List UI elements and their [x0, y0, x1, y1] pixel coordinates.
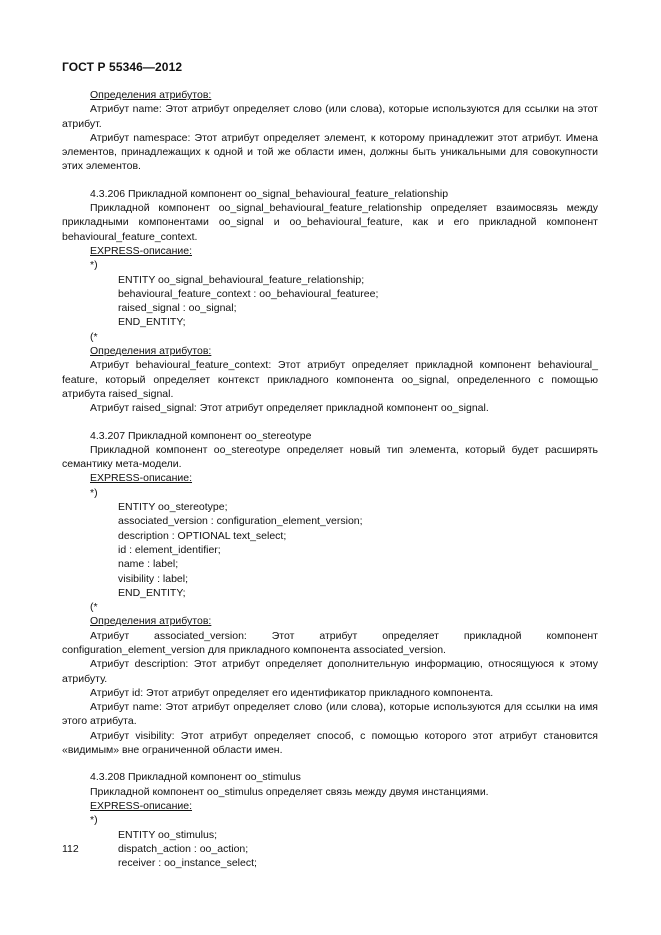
code-line: dispatch_action : oo_action;: [118, 842, 249, 855]
attr-def: Атрибут name: Этот атрибут определяет слово (или слова), которые используются для ссылки на этот атрибут.: [62, 103, 598, 130]
code-line: ENTITY oo_stimulus;: [118, 828, 218, 841]
express-label: EXPRESS-описание:: [90, 244, 193, 257]
express-open: *): [90, 259, 98, 272]
express-open: *): [90, 814, 98, 827]
section-heading: 4.3.206 Прикладной компонент oo_signal_behavioural_feature_relationship: [90, 187, 449, 200]
section-heading: 4.3.207 Прикладной компонент oo_stereotype: [90, 429, 312, 442]
code-line: id : element_identifier;: [118, 543, 221, 556]
attr-defs-label: Определения атрибутов:: [90, 345, 212, 358]
express-close: (*: [90, 601, 98, 614]
code-line: name : label;: [118, 558, 179, 571]
attr-def: Атрибут namespace: Этот атрибут определяет элемент, к которому принадлежит этот атрибут. Имена элементов, принадлежащих к одной и той же области имен, должны быть уникальными для совокупности этих элементов.: [62, 131, 598, 173]
code-line: behavioural_feature_context : oo_behavioural_featuree;: [118, 287, 379, 300]
attr-def: Атрибут description: Этот атрибут определяет дополнительную информацию, относящуюся к этому атрибуту.: [62, 658, 598, 685]
attr-def: Атрибут visibility: Этот атрибут определяет способ, с помощью которого этот атрибут становится «видимым» вне ограниченной области имен.: [62, 729, 598, 757]
section-description: Прикладной компонент oo_stimulus определяет связь между двумя инстанциями.: [90, 785, 489, 798]
code-line: receiver : oo_instance_select;: [118, 857, 257, 870]
code-line: raised_signal : oo_signal;: [118, 302, 237, 315]
section-description: Прикладной компонент oo_stereotype определяет новый тип элемента, который будет расширять семантику мета-модели.: [62, 443, 598, 471]
attr-def: Атрибут id: Этот атрибут определяет его идентификатор прикладного компонента.: [90, 686, 494, 699]
section-heading: 4.3.208 Прикладной компонент oo_stimulus: [90, 771, 301, 784]
code-line: END_ENTITY;: [118, 316, 186, 329]
code-line: description : OPTIONAL text_select;: [118, 529, 287, 542]
page-number: 112: [62, 843, 79, 855]
code-line: ENTITY oo_stereotype;: [118, 501, 228, 514]
code-line: visibility : label;: [118, 572, 189, 585]
attr-defs-label: Определения атрибутов:: [90, 615, 212, 628]
page-content: [62, 88, 598, 870]
attr-def: Атрибут behavioural_feature_context: Этот атрибут определяет прикладной компонент behavioural_ feature, который определяет контекст прикладного компонента oo_signal, определенного с помощью атрибута raised_signal.: [62, 359, 598, 400]
express-open: *): [90, 486, 98, 499]
express-label: EXPRESS-описание:: [90, 799, 193, 812]
code-line: associated_version : configuration_element_version;: [118, 515, 363, 528]
code-line: END_ENTITY;: [118, 586, 186, 599]
page-header: ГОСТ Р 55346—2012: [62, 60, 183, 74]
code-line: ENTITY oo_signal_behavioural_feature_relationship;: [118, 273, 365, 286]
attr-def: Атрибут raised_signal: Этот атрибут определяет прикладной компонент oo_signal.: [90, 402, 489, 415]
attr-def: Атрибут associated_version: Этот атрибут определяет прикладной компонент configuration_element_version для прикладного компонента associated_version.: [62, 629, 598, 656]
express-close: (*: [90, 330, 98, 343]
attr-defs-label: Определения атрибутов:: [90, 89, 212, 101]
section-description: Прикладной компонент oo_signal_behavioural_feature_relationship определяет взаимосвязь между прикладными компонентами oo_signal и oo_behavioural_feature, как и его прикладной компонент behavioural_feature_context.: [62, 202, 598, 243]
attr-def: Атрибут name: Этот атрибут определяет слово (или слова), которые используются для ссылки на имя этого атрибута.: [62, 701, 598, 728]
express-label: EXPRESS-описание:: [90, 472, 193, 485]
